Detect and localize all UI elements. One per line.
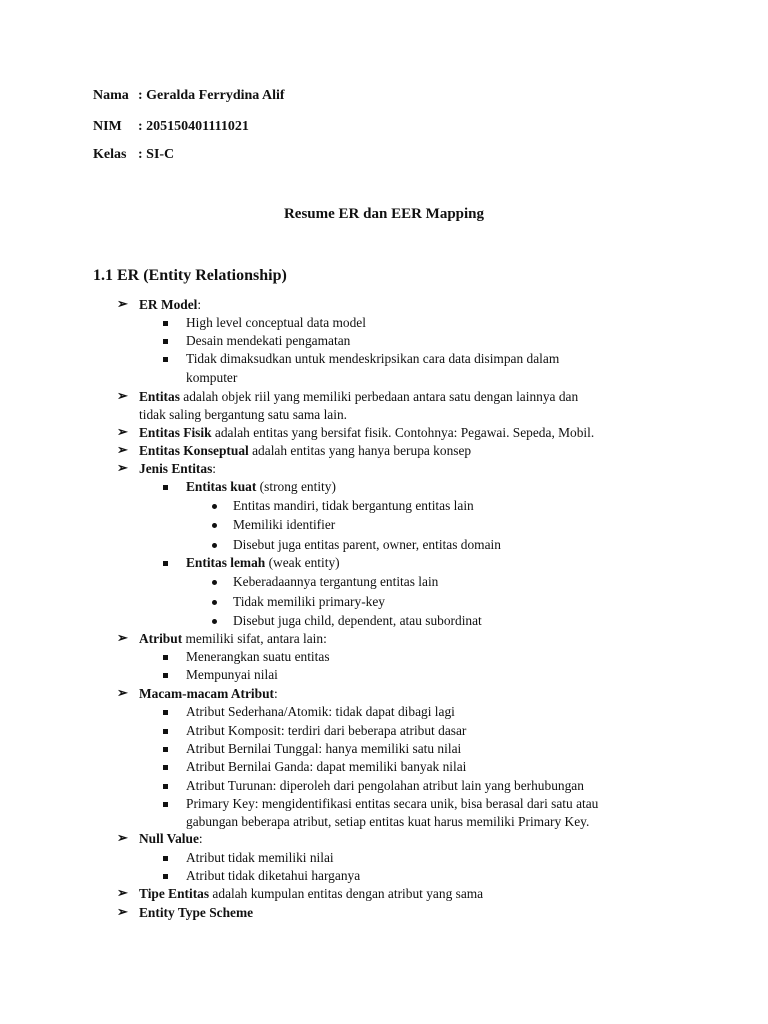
tipe-entitas-term: Tipe Entitas bbox=[139, 886, 210, 901]
arrow-bullet-icon: ➢ bbox=[117, 460, 128, 475]
tipe-entitas-rest: adalah kumpulan entitas dengan atribut yang sama bbox=[209, 886, 484, 901]
arrow-bullet-icon: ➢ bbox=[117, 630, 128, 645]
arrow-bullet-icon: ➢ bbox=[117, 296, 128, 311]
entitas-fisik-term: Entitas Fisik bbox=[139, 425, 212, 440]
er-model-sub-3-cont: komputer bbox=[186, 370, 238, 385]
square-bullet-icon bbox=[163, 874, 168, 879]
square-bullet-icon bbox=[163, 765, 168, 770]
arrow-bullet-icon: ➢ bbox=[117, 442, 128, 457]
square-bullet-icon bbox=[163, 561, 168, 566]
macam-atribut-term: Macam-macam Atribut bbox=[139, 686, 274, 701]
entitas-lemah-term: Entitas lemah bbox=[186, 555, 266, 570]
arrow-bullet-icon: ➢ bbox=[117, 885, 128, 900]
entitas-kuat-rest: (strong entity) bbox=[256, 479, 336, 494]
macam-atribut-sub-1: Atribut Sederhana/Atomik: tidak dapat dibagi lagi bbox=[186, 704, 455, 719]
entitas-kuat-sub-2: Memiliki identifier bbox=[233, 517, 336, 532]
arrow-bullet-icon: ➢ bbox=[117, 424, 128, 439]
er-model-line bbox=[139, 296, 201, 314]
macam-atribut-sub-2: Atribut Komposit: terdiri dari beberapa atribut dasar bbox=[186, 723, 467, 738]
square-bullet-icon bbox=[163, 321, 168, 326]
entitas-lemah-line bbox=[186, 554, 340, 572]
arrow-bullet-icon: ➢ bbox=[117, 388, 128, 403]
entitas-fisik-line bbox=[139, 424, 594, 442]
atribut-term: Atribut bbox=[139, 631, 183, 646]
null-value-sub-2: Atribut tidak diketahui harganya bbox=[186, 868, 361, 883]
square-bullet-icon bbox=[163, 784, 168, 789]
atribut-line bbox=[139, 630, 327, 648]
entitas-lemah-sub-3: Disebut juga child, dependent, atau subordinat bbox=[233, 613, 482, 628]
entity-type-scheme-line bbox=[139, 904, 253, 922]
arrow-bullet-icon: ➢ bbox=[117, 830, 128, 845]
square-bullet-icon bbox=[163, 710, 168, 715]
nama-row bbox=[93, 88, 129, 104]
nim-value: : 205150401111021 bbox=[138, 119, 249, 134]
nim-label: NIM bbox=[93, 119, 122, 134]
entitas-kuat-sub-1: Entitas mandiri, tidak bergantung entitas lain bbox=[233, 498, 474, 513]
square-bullet-icon bbox=[163, 339, 168, 344]
square-bullet-icon bbox=[163, 747, 168, 752]
macam-atribut-rest: : bbox=[274, 686, 278, 701]
square-bullet-icon bbox=[163, 485, 168, 490]
er-model-sub-1: High level conceptual data model bbox=[186, 315, 366, 330]
page-title: Resume ER dan EER Mapping bbox=[283, 206, 485, 222]
square-bullet-icon bbox=[163, 673, 168, 678]
nama-label: Nama bbox=[93, 88, 129, 103]
macam-atribut-sub-3: Atribut Bernilai Tunggal: hanya memiliki satu nilai bbox=[186, 741, 462, 756]
dot-bullet-icon bbox=[212, 523, 217, 528]
atribut-rest: memiliki sifat, antara lain: bbox=[182, 631, 327, 646]
square-bullet-icon bbox=[163, 655, 168, 660]
null-value-sub-1: Atribut tidak memiliki nilai bbox=[186, 850, 334, 865]
dot-bullet-icon bbox=[212, 504, 217, 509]
arrow-bullet-icon: ➢ bbox=[117, 685, 128, 700]
macam-atribut-line bbox=[139, 685, 278, 703]
entitas-term: Entitas bbox=[139, 389, 180, 404]
jenis-entitas-rest: : bbox=[212, 461, 217, 476]
entitas-kuat-sub-3: Disebut juga entitas parent, owner, entitas domain bbox=[233, 537, 501, 552]
square-bullet-icon bbox=[163, 856, 168, 861]
null-value-term: Null Value bbox=[139, 831, 199, 846]
entity-type-scheme-term: Entity Type Scheme bbox=[139, 905, 254, 920]
entitas-kuat-term: Entitas kuat bbox=[186, 479, 257, 494]
entitas-rest: adalah objek riil yang memiliki perbedaan antara satu dengan lainnya dan bbox=[179, 389, 579, 404]
tipe-entitas-line bbox=[139, 885, 483, 903]
entitas-kuat-line bbox=[186, 478, 336, 496]
macam-atribut-sub-5: Atribut Turunan: diperoleh dari pengolahan atribut lain yang berhubungan bbox=[186, 778, 584, 793]
entitas-konseptual-term: Entitas Konseptual bbox=[139, 443, 249, 458]
dot-bullet-icon bbox=[212, 600, 217, 605]
entitas-lemah-sub-1: Keberadaannya tergantung entitas lain bbox=[233, 574, 439, 589]
entitas-cont: tidak saling bergantung satu sama lain. bbox=[139, 407, 348, 422]
square-bullet-icon bbox=[163, 357, 168, 362]
jenis-entitas-term: Jenis Entitas bbox=[139, 461, 213, 476]
entitas-fisik-rest: adalah entitas yang bersifat fisik. Contohnya: Pegawai. Sepeda, Mobil. bbox=[211, 425, 595, 440]
square-bullet-icon bbox=[163, 729, 168, 734]
dot-bullet-icon bbox=[212, 543, 217, 548]
entitas-lemah-sub-2: Tidak memiliki primary-key bbox=[233, 594, 385, 609]
er-model-term: ER Model bbox=[139, 297, 198, 312]
kelas-label: Kelas bbox=[93, 147, 127, 162]
kelas-value: : SI-C bbox=[138, 147, 175, 162]
entitas-konseptual-line bbox=[139, 442, 471, 460]
atribut-sub-2: Mempunyai nilai bbox=[186, 667, 278, 682]
entitas-konseptual-rest: adalah entitas yang hanya berupa konsep bbox=[248, 443, 472, 458]
square-bullet-icon bbox=[163, 802, 168, 807]
null-value-rest: : bbox=[198, 831, 203, 846]
er-model-sub-2: Desain mendekati pengamatan bbox=[186, 333, 351, 348]
er-model-sub-3: Tidak dimaksudkan untuk mendeskripsikan cara data disimpan dalam bbox=[186, 351, 560, 366]
nama-value: : Geralda Ferrydina Alif bbox=[138, 88, 285, 103]
macam-atribut-sub-6: Primary Key: mengidentifikasi entitas secara unik, bisa berasal dari satu atau bbox=[186, 796, 599, 811]
macam-atribut-sub-6-cont: gabungan beberapa atribut, setiap entitas kuat harus memiliki Primary Key. bbox=[186, 814, 590, 829]
dot-bullet-icon bbox=[212, 619, 217, 624]
section-heading: 1.1 ER (Entity Relationship) bbox=[93, 267, 287, 284]
null-value-line bbox=[139, 830, 203, 848]
arrow-bullet-icon: ➢ bbox=[117, 904, 128, 919]
er-model-rest: : bbox=[197, 297, 202, 312]
atribut-sub-1: Menerangkan suatu entitas bbox=[186, 649, 330, 664]
jenis-entitas-line bbox=[139, 460, 216, 478]
entitas-lemah-rest: (weak entity) bbox=[265, 555, 340, 570]
macam-atribut-sub-4: Atribut Bernilai Ganda: dapat memiliki banyak nilai bbox=[186, 759, 467, 774]
dot-bullet-icon bbox=[212, 580, 217, 585]
entitas-line bbox=[139, 388, 578, 406]
